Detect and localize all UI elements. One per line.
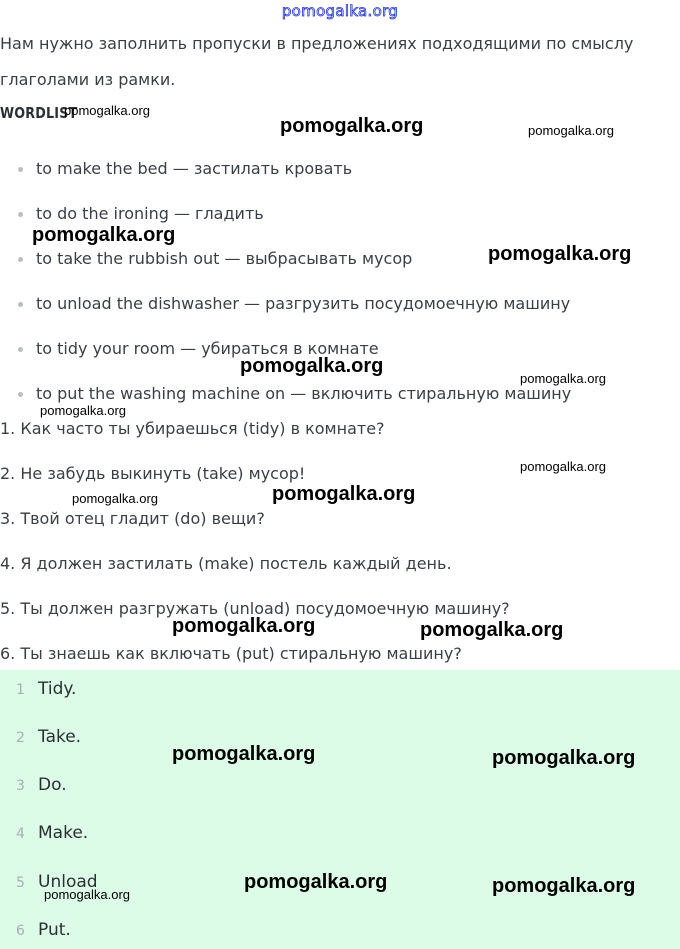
answer-number: 4 <box>16 826 25 842</box>
answer-text: Make. <box>38 823 89 843</box>
sentence: 2. Не забудь выкинуть (take) мусор! <box>0 464 306 483</box>
sentence: 4. Я должен застилать (make) постель каждый день. <box>0 554 452 573</box>
watermark: pomogalka.org <box>520 371 606 386</box>
answer-item <box>16 920 71 940</box>
bullet-icon <box>18 212 23 217</box>
answer-item <box>16 679 76 699</box>
bullet-icon <box>18 257 23 262</box>
answer-text: Unload <box>38 872 98 892</box>
answer-item <box>16 823 88 843</box>
watermark: pomogalka.org <box>64 103 150 118</box>
answer-text: Put. <box>38 920 71 940</box>
watermark: pomogalka.org <box>244 871 388 893</box>
wordlist-heading: WORDLIST <box>0 104 78 122</box>
watermark: pomogalka.org <box>172 615 316 637</box>
bullet-icon <box>18 302 23 307</box>
sentence: 6. Ты знаешь как включать (put) стиральную машину? <box>0 644 462 663</box>
watermark: pomogalka.org <box>32 224 176 246</box>
watermark: pomogalka.org <box>72 491 158 506</box>
watermark: pomogalka.org <box>488 243 632 265</box>
sentence: 5. Ты должен разгружать (unload) посудомоечную машину? <box>0 599 510 618</box>
watermark: pomogalka.org <box>240 355 384 377</box>
answer-number: 2 <box>16 730 25 746</box>
bullet-icon <box>18 167 23 172</box>
bullet-icon <box>18 392 23 397</box>
answer-text: Take. <box>38 727 82 747</box>
sentence: 3. Твой отец гладит (do) вещи? <box>0 509 265 528</box>
watermark: pomogalka.org <box>420 619 564 641</box>
watermark: pomogalka.org <box>492 747 636 769</box>
watermark: pomogalka.org <box>272 483 416 505</box>
answer-number: 3 <box>16 778 25 794</box>
intro-line-1: Нам нужно заполнить пропуски в предложениях подходящими по смыслу <box>0 34 634 53</box>
answer-number: 5 <box>16 875 25 891</box>
intro-line-2: глаголами из рамки. <box>0 70 176 89</box>
sentence: 1. Как часто ты убираешься (tidy) в комнате? <box>0 419 385 438</box>
answer-text: Tidy. <box>38 679 77 699</box>
answer-number: 1 <box>16 682 25 698</box>
watermark: pomogalka.org <box>520 459 606 474</box>
watermark: pomogalka.org <box>172 743 316 765</box>
bullet-icon <box>18 347 23 352</box>
watermark: pomogalka.org <box>44 887 130 902</box>
answers-panel <box>0 670 680 949</box>
answer-text: Do. <box>38 775 67 795</box>
answer-number: 6 <box>16 923 25 939</box>
watermark: pomogalka.org <box>280 115 424 137</box>
answer-item <box>16 775 67 795</box>
watermark: pomogalka.org <box>40 403 126 418</box>
top-watermark: pomogalka.org <box>281 2 399 20</box>
answer-item <box>16 727 81 747</box>
watermark: pomogalka.org <box>528 123 614 138</box>
watermark: pomogalka.org <box>492 875 636 897</box>
